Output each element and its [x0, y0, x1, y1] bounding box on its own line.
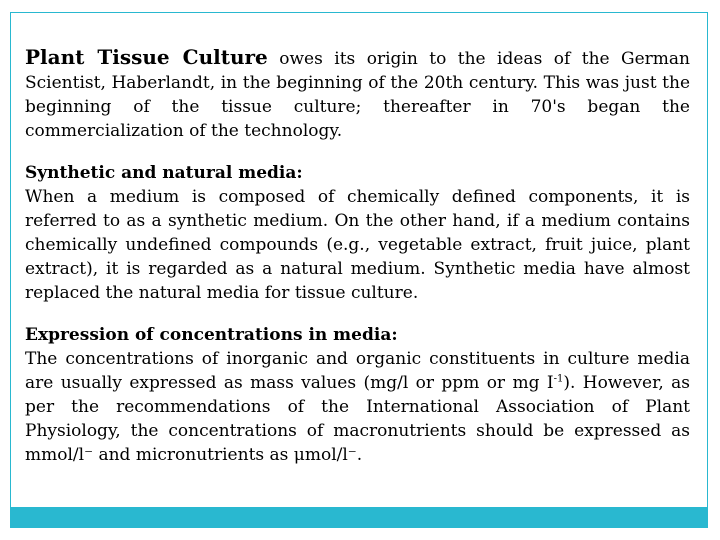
expression-text-before: The concentrations of inorganic and organic constituents in culture media are usually expressed as mass values (mg/l or ppm or mg I	[25, 349, 690, 393]
footer-bar	[11, 507, 707, 527]
synthetic-heading: Synthetic and natural media:	[25, 163, 303, 183]
synthetic-text: When a medium is composed of chemically defined components, it is referred to as a synthetic medium. On the other hand, if a medium contains chemically undefined compounds (e.g., vegetable extract, fruit juice, plant extract), it is regarded as a natural medium. Synthetic media have almost replaced the natural media for tissue culture.	[25, 187, 690, 303]
expression-superscript: -1	[553, 373, 564, 385]
expression-heading: Expression of concentrations in media:	[25, 325, 398, 345]
intro-text: owes its origin to the ideas of the German Scientist, Haberlandt, in the beginning of the 20th century. This was just the beginning of the tissue culture; thereafter in 70's began the commercialization of the technology.	[25, 49, 691, 141]
slide-content	[25, 45, 690, 467]
intro-lead-title: Plant Tissue Culture	[25, 45, 268, 69]
slide-frame	[10, 12, 708, 528]
intro-paragraph	[25, 45, 690, 143]
expression-section	[25, 323, 690, 467]
synthetic-section	[25, 161, 690, 305]
expression-text-after: ). However, as per the recommendations of the International Association of Plant Physiology, the concentrations of macronutrients should be expressed as mmol/l⁻ and micronutrients as μmol/l⁻.	[25, 373, 690, 465]
expression-text	[25, 347, 690, 467]
